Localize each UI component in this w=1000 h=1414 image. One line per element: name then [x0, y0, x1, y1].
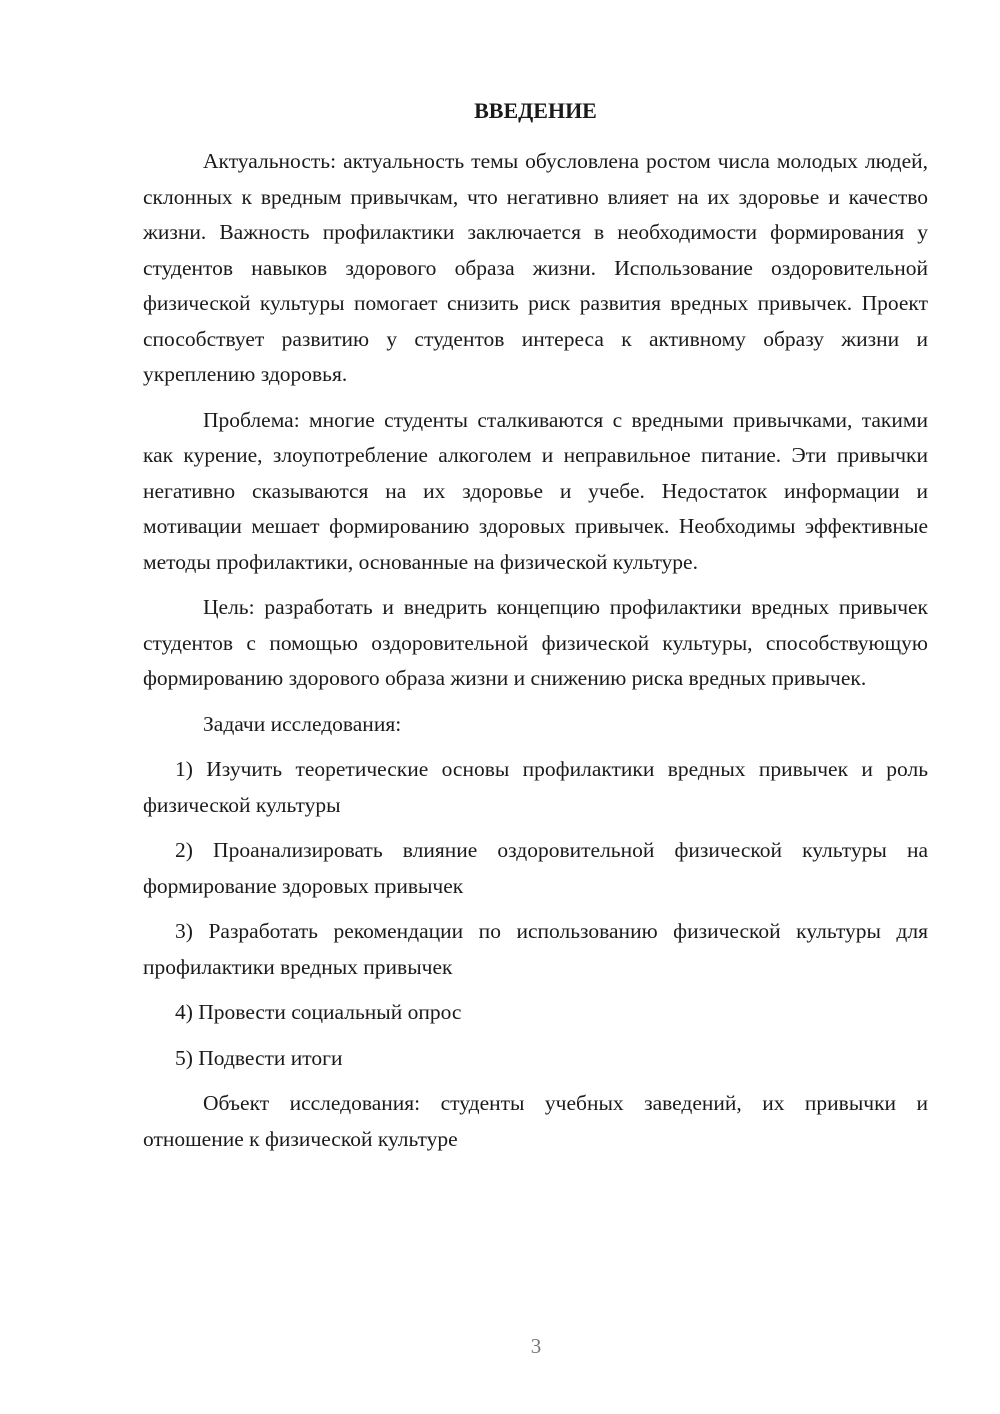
problem-paragraph: Проблема: многие студенты сталкиваются с вредными привычками, такими как курение, злоупотребление алкоголем и неправильное питание. Эти привычки негативно сказываются на их здоровье и учебе. Недостаток информации и мотивации мешает формированию здоровых привычек. Необходимы эффективные методы профилактики, основанные на физической культуре. [143, 407, 928, 574]
task-item-3: 3) Разработать рекомендации по использованию физической культуры для профилактики вредных привычек [143, 919, 928, 979]
task-item-4: 4) Провести социальный опрос [175, 1000, 462, 1024]
object-paragraph: Объект исследования: студенты учебных заведений, их привычки и отношение к физической культуре [143, 1091, 928, 1151]
tasks-heading: Задачи исследования: [203, 711, 402, 736]
document-page [143, 96, 928, 1167]
section-title: ВВЕДЕНИЕ [474, 98, 597, 123]
goal-paragraph: Цель: разработать и внедрить концепцию профилактики вредных привычек студентов с помощью оздоровительной физической культуры, способствующую формированию здорового образа жизни и снижению риска вредных привычек. [143, 595, 928, 690]
relevance-paragraph: Актуальность: актуальность темы обусловлена ростом числа молодых людей, склонных к вредным привычкам, что негативно влияет на их здоровье и качество жизни. Важность профилактики заключается в необходимости формирования у студентов навыков здорового образа жизни. Использование оздоровительной физической культуры помогает снизить риск развития вредных привычек. Проект способствует развитию у студентов интереса к активному образу жизни и укреплению здоровья. [143, 149, 928, 386]
page-number: 3 [530, 1334, 542, 1358]
task-item-5: 5) Подвести итоги [175, 1045, 343, 1070]
task-item-2: 2) Проанализировать влияние оздоровительной физической культуры на формирование здоровых привычек [143, 838, 928, 898]
task-item-1: 1) Изучить теоретические основы профилактики вредных привычек и роль физической культуры [143, 757, 928, 817]
